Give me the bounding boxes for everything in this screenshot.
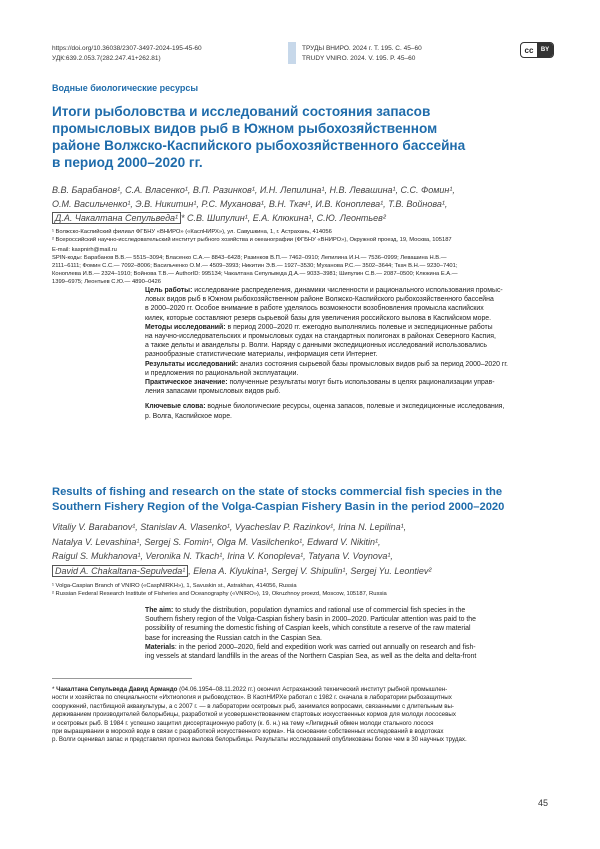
authors-ru: [52, 183, 572, 225]
methods-ru-line: на научно-исследовательских и промысловых судах на стандартных полигонах в районах Северного Каспия,: [145, 333, 496, 341]
practical-ru-line: [145, 378, 555, 387]
doi-link[interactable]: https://doi.org/10.36038/2307-3497-2024-195-45-60: [52, 45, 202, 52]
materials-en-text: : in the period 2000–2020, field and expedition work was carried out annually on research and fish-: [174, 643, 476, 651]
header-accent-bar: [288, 42, 296, 64]
methods-ru-label: Методы исследований:: [145, 323, 226, 331]
title-ru-line: районе Волжско-Каспийского рыбохозяйственного бассейна: [52, 138, 466, 153]
aim-ru-text: исследование распределения, динамики численности и рационального использования промыс-: [192, 287, 503, 294]
aim-en-text: to study the distribution, population dynamics and rational use of commercial fish species in the: [173, 607, 466, 614]
materials-en-line: ing vessels at standard landfills in the areas of the Northern Caspian Sea, as well as the delta and delta-front: [145, 653, 477, 661]
footnote-line: и осетровых рыб. В 1984 г. успешно защитил диссертационную работу (к. б. н.) на тему «Липидный обмен молоди стального лосося: [52, 719, 434, 727]
authors-en-line: Natalya V. Levashina¹, Sergej S. Fomin¹, Olga M. Vasilchenko¹, Edward V. Nikitin¹,: [52, 536, 381, 547]
keywords-ru-label: Ключевые слова:: [145, 403, 206, 411]
title-en-line: Southern Fishery Region of the Volga-Caspian Fishery Basin in the period 2000–2020: [52, 501, 505, 513]
authors-en-line: Raigul S. Mukhanova¹, Veronika N. Tkach¹, Irina V. Konopleva¹, Tatyana V. Voynova¹,: [52, 551, 393, 561]
affiliation-ru: ¹ Волжско-Каспийский филиал ФГБНУ «ВНИРО» («КаспНИРХ»), ул. Савушкина, 1, г. Астрахань, 414056: [52, 229, 332, 235]
title-ru-line: в период 2000–2020 гг.: [52, 155, 203, 170]
aim-en-line: base for increasing the Russian catch in the Caspian Sea.: [145, 634, 322, 642]
aim-ru-line: [145, 286, 555, 295]
cc-label: cc: [524, 45, 534, 55]
title-ru-line: Итоги рыболовства и исследований состояния запасов: [52, 104, 431, 119]
affiliations-ru: [52, 228, 572, 286]
cc-by-license-icon[interactable]: [520, 42, 554, 58]
abstract-en: [145, 606, 555, 661]
author-boxed-en: David A. Chakaltana-Sepulveda¹: [52, 565, 188, 577]
aim-en-line: possibility of resuming the domestic fishing of Caspian keels, which constitute a reserve of the raw material: [145, 625, 471, 633]
journal-ru: ТРУДЫ ВНИРО. 2024 г. Т. 195. С. 45–60: [302, 45, 422, 52]
results-ru-label: Результаты исследований:: [145, 360, 239, 368]
authors-en-rest: , Elena A. Klyukina¹, Sergej V. Shipulin¹, Sergej Yu. Leontiev²: [188, 565, 432, 576]
section-label: Водные биологические ресурсы: [52, 83, 199, 93]
aim-en-label: The aim:: [145, 607, 174, 614]
methods-ru-text: в период 2000–2020 гг. ежегодно выполнялись полевые и экспедиционные работы: [225, 323, 493, 331]
footnote-line: р. Волги оценивал запас и представлял прогноз вылова белорыбицы. Результаты исследований опубликованы более чем в 30 научных трудах.: [52, 736, 467, 744]
journal-en: TRUDY VNIRO. 2024. V. 195. P. 45–60: [302, 55, 416, 62]
spin-line: SPIN-коды: Барабанов В.В.— 5515–3094; Власенко С.А.— 8843–6428; Разинков В.П.— 7462–0910; Лепилина И.Н.— 7536–0999; Левашина Н.В.—: [52, 255, 447, 261]
footnote-marker: *: [52, 686, 55, 693]
udc-code: УДК:639.2.053.7(282.247.41+262.81): [52, 55, 161, 62]
page-number: 45: [537, 798, 548, 808]
footnote-text: (04.06.1954–08.11.2022 гг.) окончил Астраханский технический институт рыбной промышлен-: [177, 686, 448, 693]
footnote-line: при выращивании в морской воде в связи с разработкой искусственного корма». На основании собственных исследований в водотоках: [52, 728, 444, 736]
keywords-ru-line: р. Волга, Каспийское море.: [145, 412, 232, 420]
keywords-ru-line: [145, 402, 555, 411]
spin-line: 1399–6975; Леонтьев С.Ю.— 4890–0426: [52, 279, 161, 285]
keywords-ru-text: водные биологические ресурсы, оценка запасов, полевые и экспедиционные исследования,: [205, 403, 505, 411]
affiliation-en: ² Russian Federal Research Institute of Fisheries and Oceanography («VNIRO»), 19, Okruzhnoy proezd, Moscow, 105187, Russia: [52, 591, 387, 597]
footnote-line: сооружений, пастбищной аквакультуры, а с 2007 г. — в лаборатории осетровых рыб, занимался вопросами, связанными с длительным вы-: [52, 702, 454, 710]
aim-ru-line: килек, которые составляют резерв сырьевой базы для увеличения российского вылова в Каспийском море.: [145, 314, 492, 322]
footnote-line: держиванием производителей белорыбицы, разработкой и усовершенствованием стартовых искусственных кормов для молоди лососевых: [52, 711, 456, 719]
title-ru-line: промысловых видов рыб в Южном рыбохозяйственном: [52, 121, 438, 136]
practical-ru-line: ления запасами промысловых видов рыб.: [145, 388, 281, 396]
aim-ru-line: в 2000–2020 гг. Особое внимание в работе уделялось возможности возобновления промысла каспийских: [145, 305, 484, 313]
affiliation-en: ¹ Volga-Caspian Branch of VNIRO («CaspNIRKH»), 1, Savuskin st., Astrakhan, 414056, Russia: [52, 583, 297, 589]
affiliations-en: [52, 582, 572, 598]
title-en-line: Results of fishing and research on the state of stocks commercial fish species in the: [52, 486, 503, 498]
aim-en-line: Southern fishery region of the Volga-Caspian fishery basin in 2000–2020. Particular attention was paid to the: [145, 616, 476, 624]
authors-en-line: Vitaliy V. Barabanov¹, Stanislav A. Vlasenko¹, Vyacheslav P. Razinkov¹, Irina N. Lepilina¹,: [52, 522, 407, 532]
results-ru-line: [145, 360, 555, 369]
practical-ru-text: полученные результаты могут быть использованы в целях рационализации управ-: [227, 379, 495, 387]
practical-ru-label: Практическое значение:: [145, 379, 228, 387]
title-ru: [52, 103, 572, 171]
materials-en-label: Materials: [145, 643, 175, 651]
aim-ru-line: ловых видов рыб в Южном рыбохозяйственном районе Волжско-Каспийского рыбохозяйственного бассейна: [145, 296, 494, 304]
aim-en-line: [145, 606, 555, 615]
spin-line: 2111–6111; Фомин С.С.— 7092–8006; Васильченко О.М.— 4509–3993; Никитин Э.В.— 1927–3530; Муханова Р.С.— 3502–3644; Ткач В.Н.— 9230–7401;: [52, 263, 458, 269]
methods-ru-line: разнообразные статистические материалы, информация сети Интернет.: [145, 351, 378, 359]
methods-ru-line: [145, 323, 555, 332]
title-en: [52, 485, 582, 515]
spin-line: Коноплева И.В.— 2324–1910; Войнова Т.В.— AuthorID: 995134; Чакалтана Сепульведа Д.А.— 9033–3981; Шипулин С.В.— 2087–0500; Клюкина Е.А.—: [52, 271, 458, 277]
authors-ru-line: В.В. Барабанов¹, С.А. Власенко¹, В.П. Разинков¹, И.Н. Лепилина¹, Н.В. Левашина¹, С.С. Фомин¹,: [52, 185, 455, 195]
affiliation-ru: ² Всероссийский научно-исследовательский институт рыбного хозяйства и океанографии (ФГБНУ «ВНИРО»), Окружной проезд, 19, Москва, 105187: [52, 237, 452, 243]
author-boxed-ru: Д.А. Чакалтана Сепульведа¹: [52, 212, 181, 224]
authors-ru-rest: * С.В. Шипулин¹, Е.А. Клюкина¹, С.Ю. Леонтьев²: [181, 213, 386, 223]
materials-en-line: [145, 643, 555, 652]
footnote-name: Чакалтана Сепульведа Давид Армандо: [56, 686, 178, 693]
email[interactable]: E-mail: kaspnirh@mail.ru: [52, 247, 117, 253]
footnote-separator: [52, 678, 192, 679]
abstract-ru: [145, 286, 555, 421]
authors-ru-line: О.М. Васильченко¹, Э.В. Никитин¹, Р.С. Муханова¹, В.Н. Ткач¹, И.В. Коноплева¹, Т.В. Войнова¹,: [52, 199, 448, 209]
authors-ru-line: [52, 211, 572, 225]
footnote-line: [52, 686, 552, 694]
aim-ru-label: Цель работы:: [145, 287, 193, 294]
footnote: [52, 686, 552, 745]
authors-en-line: [52, 564, 572, 579]
results-ru-line: и предложения по рациональной эксплуатации.: [145, 369, 299, 377]
footnote-line: ности и хозяйства по специальности «Ихтиология и рыбоводство». В КаспНИРХе работал с 1982 г. сначала в лаборатории рыбозащитных: [52, 694, 452, 702]
authors-en: [52, 520, 572, 578]
results-ru-text: анализ состояния сырьевой базы промысловых видов рыб за период 2000–2020 гг.: [238, 360, 508, 368]
by-label: BY: [537, 43, 553, 57]
methods-ru-line: а также дельты и авандельты р. Волги. Наряду с данными экспедиционных исследований использовались: [145, 342, 487, 350]
